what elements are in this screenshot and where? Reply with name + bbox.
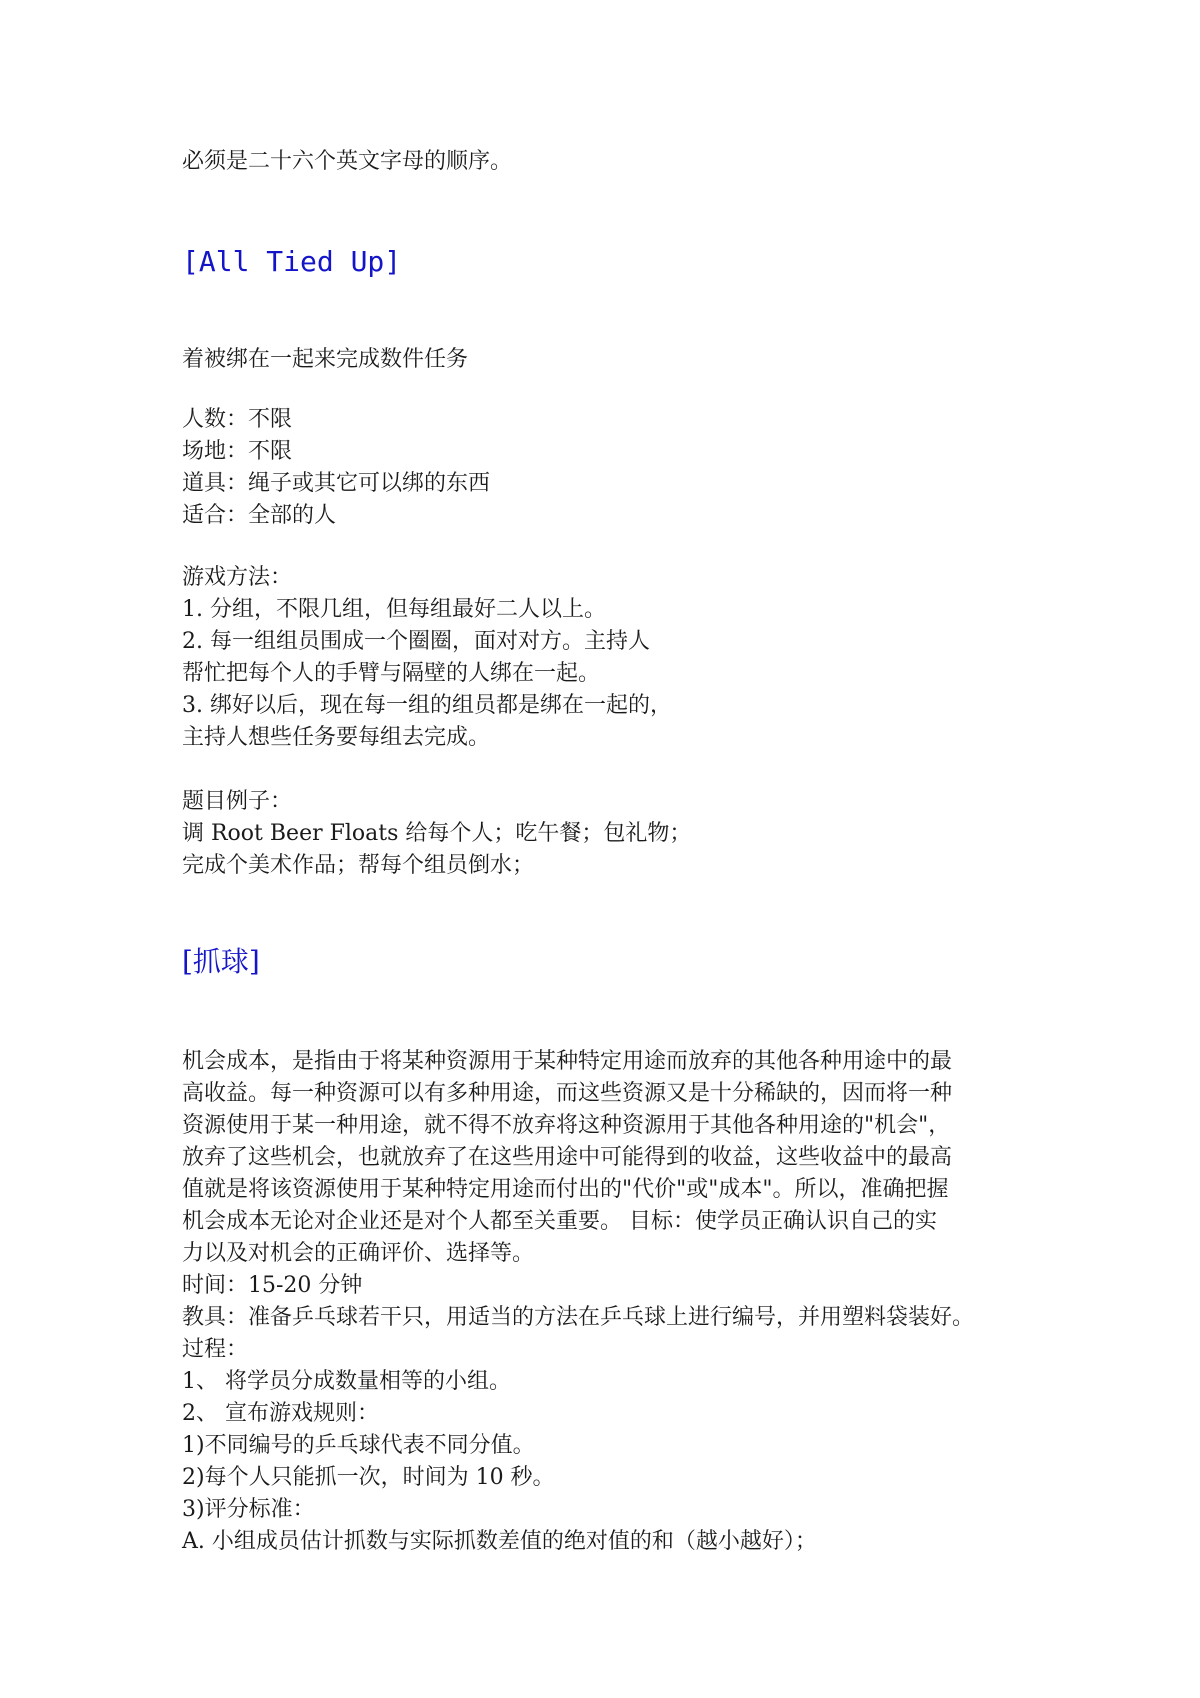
info-line: 场地：不限 bbox=[182, 439, 293, 464]
body-line: 高收益。每一种资源可以有多种用途，而这些资源又是十分稀缺的，因而将一种 bbox=[182, 1081, 953, 1106]
method-line: 2. 每一组组员围成一个圈圈，面对对方。主持人 bbox=[182, 629, 650, 654]
method-line: 3. 绑好以后，现在每一组的组员都是绑在一起的， bbox=[182, 693, 672, 718]
body-line: 3)评分标准： bbox=[182, 1497, 315, 1522]
body-line: 2)每个人只能抓一次，时间为 10 秒。 bbox=[182, 1465, 555, 1490]
method-line: 1. 分组，不限几组，但每组最好二人以上。 bbox=[182, 597, 606, 622]
section-title-all-tied-up: [All Tied Up] bbox=[182, 245, 402, 278]
body-line: 力以及对机会的正确评价、选择等。 bbox=[182, 1241, 535, 1266]
section-subtitle: 着被绑在一起来完成数件任务 bbox=[182, 347, 469, 372]
method-label: 游戏方法： bbox=[182, 565, 293, 590]
body-line: 资源使用于某一种用途，就不得不放弃将这种资源用于其他各种用途的"机会"， bbox=[182, 1113, 951, 1138]
method-line: 主持人想些任务要每组去完成。 bbox=[182, 725, 491, 750]
info-line: 适合：全部的人 bbox=[182, 503, 337, 528]
body-line: 时间：15-20 分钟 bbox=[182, 1273, 363, 1298]
body-line: 1、 将学员分成数量相等的小组。 bbox=[182, 1369, 511, 1394]
body-line: 2、 宣布游戏规则： bbox=[182, 1401, 379, 1426]
info-line: 人数：不限 bbox=[182, 407, 293, 432]
method-line: 帮忙把每个人的手臂与隔壁的人绑在一起。 bbox=[182, 661, 601, 686]
section-title-catch-ball: [抓球] bbox=[182, 945, 260, 978]
body-line: 放弃了这些机会，也就放弃了在这些用途中可能得到的收益，这些收益中的最高 bbox=[182, 1145, 953, 1170]
body-line: 过程： bbox=[182, 1337, 249, 1362]
examples-label: 题目例子： bbox=[182, 789, 293, 814]
body-line: 值就是将该资源使用于某种特定用途而付出的"代价"或"成本"。所以，准确把握 bbox=[182, 1177, 949, 1202]
intro-tail-text: 必须是二十六个英文字母的顺序。 bbox=[182, 149, 513, 174]
example-line: 调 Root Beer Floats 给每个人；吃午餐；包礼物； bbox=[182, 821, 692, 846]
body-line: 1)不同编号的乒乓球代表不同分值。 bbox=[182, 1433, 535, 1458]
body-line: 机会成本，是指由于将某种资源用于某种特定用途而放弃的其他各种用途中的最 bbox=[182, 1049, 953, 1074]
body-line: A. 小组成员估计抓数与实际抓数差值的绝对值的和（越小越好）； bbox=[182, 1529, 817, 1554]
body-line: 机会成本无论对企业还是对个人都至关重要。 目标：使学员正确认识自己的实 bbox=[182, 1209, 937, 1234]
body-line: 教具：准备乒乓球若干只，用适当的方法在乒乓球上进行编号，并用塑料袋装好。 bbox=[182, 1305, 975, 1330]
example-line: 完成个美术作品；帮每个组员倒水； bbox=[182, 853, 535, 878]
info-line: 道具：绳子或其它可以绑的东西 bbox=[182, 471, 491, 496]
